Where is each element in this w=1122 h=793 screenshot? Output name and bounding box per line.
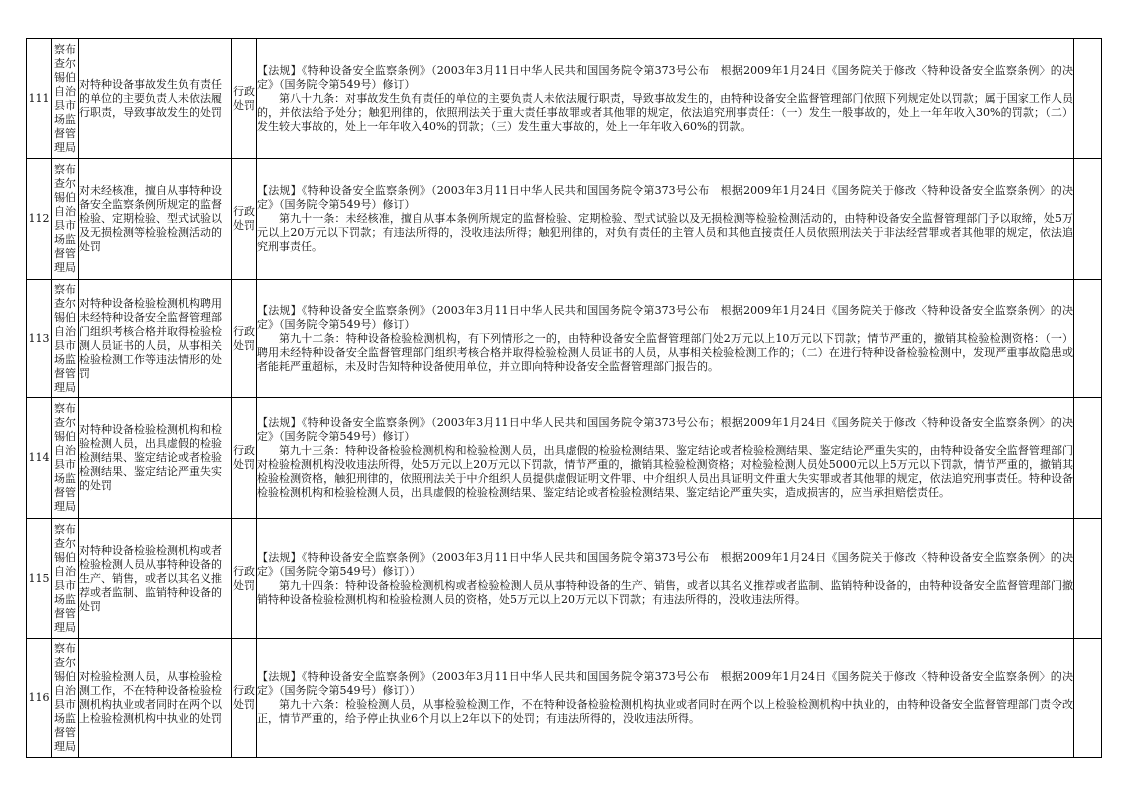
item-name-cell: 对特种设备检验检测机构或者检验检测人员从事特种设备的生产、销售，或者以其名义推荐或者监制、监销特种设备的处罚 <box>79 519 232 639</box>
legal-basis-cell <box>257 280 1074 398</box>
remarks-cell <box>1074 398 1102 519</box>
remarks-cell <box>1074 39 1102 159</box>
row-number: 113 <box>27 280 52 398</box>
regulation-title: 【法规】《特种设备安全监察条例》（2003年3月11日中华人民共和国国务院令第373号公布 根据2009年1月24日《国务院关于修改〈特种设备安全监察条例〉的决定》（国务院令第549号）修订） <box>257 63 1073 91</box>
item-name-cell: 对特种设备检验检测机构和检验检测人员，出具虚假的检验检测结果、鉴定结论或者检验检测结果、鉴定结论严重失实的处罚 <box>79 398 232 519</box>
item-type-cell: 行政处罚 <box>232 280 257 398</box>
row-number: 115 <box>27 519 52 639</box>
department-cell: 察布查尔锡伯自治县市场监督管理局 <box>52 639 79 758</box>
article-text: 第九十四条：特种设备检验检测机构或者检验检测人员从事特种设备的生产、销售，或者以其名义推荐或者监制、监销特种设备的，由特种设备安全监督管理部门撤销特种设备检验检测机构和检验检测人员的资格，处5万元以上20万元以下罚款；有违法所得的，没收违法所得。 <box>257 578 1073 606</box>
article-text: 第八十九条：对事故发生负有责任的单位的主要负责人未依法履行职责，导致事故发生的，由特种设备安全监督管理部门依照下列规定处以罚款；属于国家工作人员的，并依法给予处分；触犯刑律的，依照刑法关于重大责任事故罪或者其他罪的规定，依法追究刑事责任：（一）发生一般事故的，处上一年年收入30%的罚款；（二）发生较大事故的，处上一年年收入40%的罚款；（三）发生重大事故的，处上一年年收入60%的罚款。 <box>257 91 1073 133</box>
row-number: 116 <box>27 639 52 758</box>
enforcement-table <box>26 38 1102 758</box>
article-text: 第九十三条：特种设备检验检测机构和检验检测人员，出具虚假的检验检测结果、鉴定结论或者检验检测结果、鉴定结论严重失实的，由特种设备安全监督管理部门对检验检测机构没收违法所得，处5万元以上20万元以下罚款，情节严重的，撤销其检验检测资格；对检验检测人员处5000元以上5万元以下罚款，情节严重的，撤销其检验检测资格，触犯刑律的，依照刑法关于中介组织人员提供虚假证明文件罪、中介组织人员出具证明文件重大失实罪或者其他罪的规定，依法追究刑事责任。特种设备检验检测机构和检验检测人员，出具虚假的检验检测结果、鉴定结论或者检验检测结果、鉴定结论严重失实，造成损害的，应当承担赔偿责任。 <box>257 444 1073 499</box>
item-name-cell: 对未经核准，擅自从事特种设备安全监察条例所规定的监督检验、定期检验、型式试验以及无损检测等检验检测活动的处罚 <box>79 159 232 280</box>
article-text: 第九十一条：未经核准，擅自从事本条例所规定的监督检验、定期检验、型式试验以及无损检测等检验检测活动的，由特种设备安全监督管理部门予以取缔，处5万元以上20万元以下罚款；有违法所得的，没收违法所得；触犯刑律的，对负有责任的主管人员和其他直接责任人员依照刑法关于非法经营罪或者其他罪的规定，依法追究刑事责任。 <box>257 212 1073 253</box>
remarks-cell <box>1074 159 1102 280</box>
item-type-cell: 行政处罚 <box>232 639 257 758</box>
article-text: 第九十二条：特种设备检验检测机构，有下列情形之一的，由特种设备安全监督管理部门处2万元以上10万元以下罚款；情节严重的，撤销其检验检测资格：（一）聘用未经特种设备安全监督管理部门组织考核合格并取得检验检测人员证书的人员，从事相关检验检测工作的；（二）在进行特种设备检验检测中，发现严重事故隐患或者能耗严重超标，未及时告知特种设备使用单位，并立即向特种设备安全监督管理部门报告的。 <box>257 331 1073 373</box>
article-text: 第九十六条：检验检测人员，从事检验检测工作，不在特种设备检验检测机构执业或者同时在两个以上检验检测机构中执业的，由特种设备安全监督管理部门责令改正，情节严重的，给予停止执业6个月以上2年以下的处罚；有违法所得的，没收违法所得。 <box>257 698 1073 725</box>
regulation-title: 【法规】《特种设备安全监察条例》（2003年3月11日中华人民共和国国务院令第373号公布 根据2009年1月24日《国务院关于修改〈特种设备安全监察条例〉的决定》（国务院令第549号）修订） <box>257 303 1073 331</box>
table-row <box>27 159 1102 280</box>
department-cell: 察布查尔锡伯自治县市场监督管理局 <box>52 398 79 519</box>
legal-basis-cell <box>257 639 1074 758</box>
remarks-cell <box>1074 280 1102 398</box>
legal-basis-cell <box>257 398 1074 519</box>
regulation-title: 【法规】《特种设备安全监察条例》（2003年3月11日中华人民共和国国务院令第373号公布；根据2009年1月24日《国务院关于修改〈特种设备安全监察条例〉的决定》（国务院令第549号）修订） <box>257 416 1073 443</box>
item-type-cell: 行政处罚 <box>232 519 257 639</box>
department-cell: 察布查尔锡伯自治县市场监督管理局 <box>52 159 79 280</box>
remarks-cell <box>1074 519 1102 639</box>
row-number: 111 <box>27 39 52 159</box>
regulation-title: 【法规】《特种设备安全监察条例》（2003年3月11日中华人民共和国国务院令第373号公布 根据2009年1月24日《国务院关于修改〈特种设备安全监察条例〉的决定》（国务院令第549号）修订） <box>257 184 1073 211</box>
table-row <box>27 280 1102 398</box>
table-row <box>27 519 1102 639</box>
item-type-cell: 行政处罚 <box>232 159 257 280</box>
item-type-cell: 行政处罚 <box>232 398 257 519</box>
remarks-cell <box>1074 639 1102 758</box>
table-row <box>27 639 1102 758</box>
table-row <box>27 39 1102 159</box>
department-cell: 察布查尔锡伯自治县市场监督管理局 <box>52 280 79 398</box>
regulation-title: 【法规】《特种设备安全监察条例》（2003年3月11日中华人民共和国国务院令第373号公布 根据2009年1月24日《国务院关于修改〈特种设备安全监察条例〉的决定》（国务院令第549号）修订）） <box>257 670 1073 697</box>
item-type-cell: 行政处罚 <box>232 39 257 159</box>
legal-basis-cell <box>257 159 1074 280</box>
item-name-cell: 对特种设备检验检测机构聘用未经特种设备安全监督管理部门组织考核合格并取得检验检测人员证书的人员，从事相关检验检测工作等违法情形的处罚 <box>79 280 232 398</box>
department-cell: 察布查尔锡伯自治县市场监督管理局 <box>52 39 79 159</box>
table-row <box>27 398 1102 519</box>
row-number: 112 <box>27 159 52 280</box>
department-cell: 察布查尔锡伯自治县市场监督管理局 <box>52 519 79 639</box>
item-name-cell: 对特种设备事故发生负有责任的单位的主要负责人未依法履行职责，导致事故发生的处罚 <box>79 39 232 159</box>
legal-basis-cell <box>257 519 1074 639</box>
row-number: 114 <box>27 398 52 519</box>
legal-basis-cell <box>257 39 1074 159</box>
regulation-title: 【法规】《特种设备安全监察条例》（2003年3月11日中华人民共和国国务院令第373号公布 根据2009年1月24日《国务院关于修改〈特种设备安全监察条例〉的决定》（国务院令第549号）修订）） <box>257 550 1073 578</box>
item-name-cell: 对检验检测人员，从事检验检测工作，不在特种设备检验检测机构执业或者同时在两个以上检验检测机构中执业的处罚 <box>79 639 232 758</box>
